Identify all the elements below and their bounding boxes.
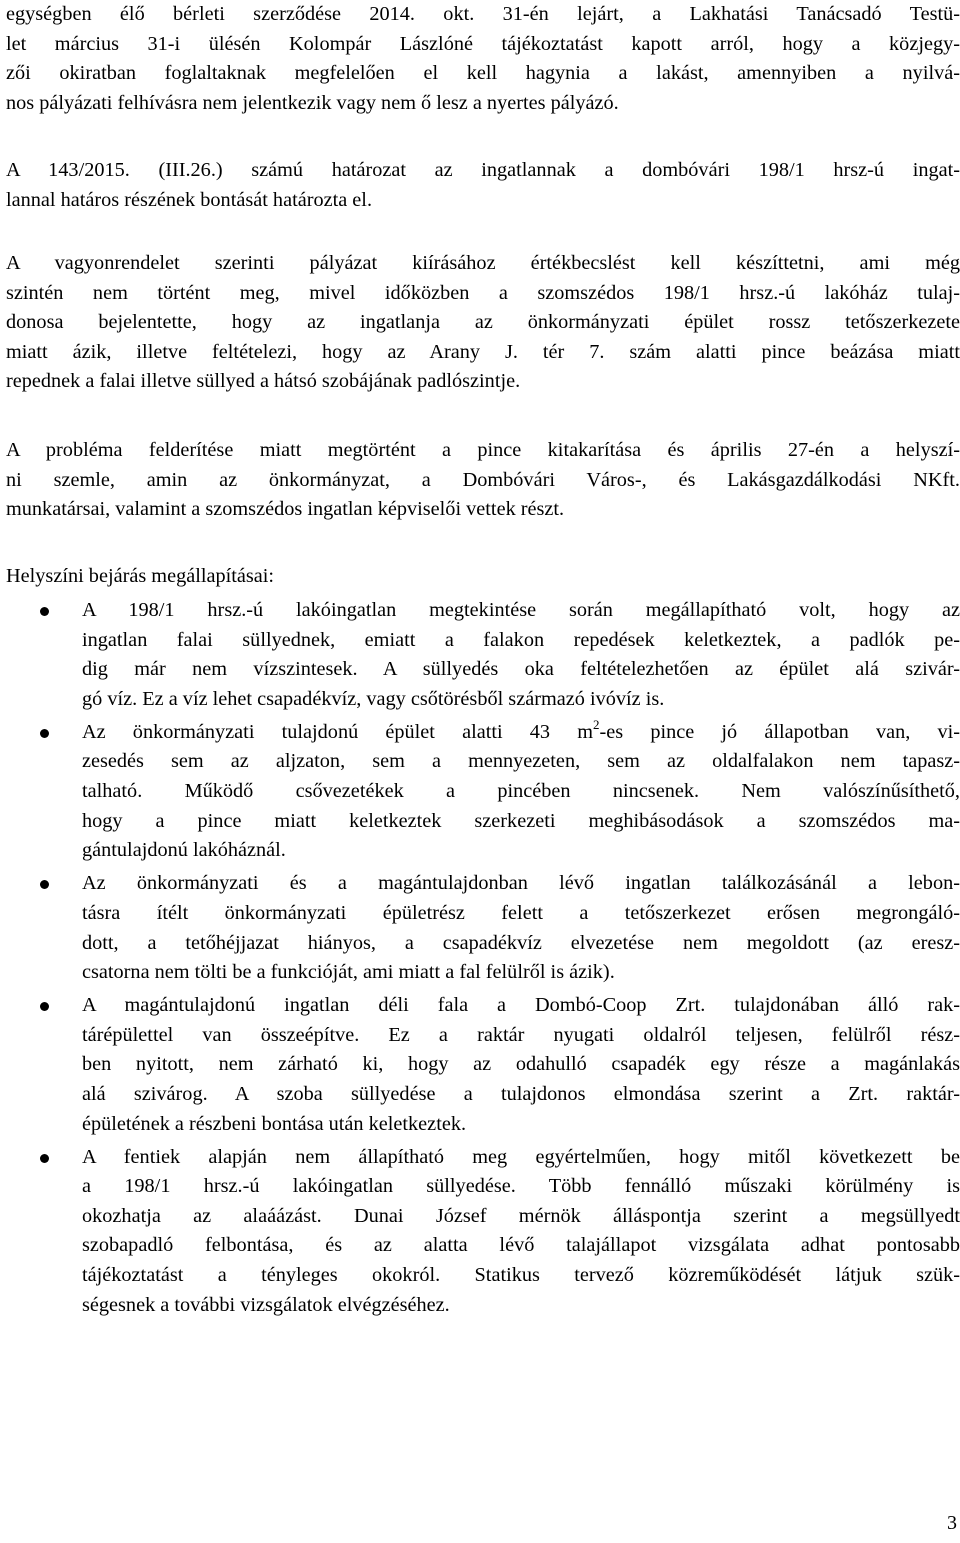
list-item <box>6 596 960 714</box>
text-line: ingatlan falai süllyednek, emiatt a falakon repedések keletkeztek, a padlók pe- <box>82 628 960 651</box>
text-line: gántulajdonú lakóháznál. <box>82 839 286 862</box>
text-line: tásra ítélt önkormányzati épületrész felett a tetőszerkezet erősen megrongáló- <box>82 901 960 924</box>
text-line: ni szemle, amin az önkormányzat, a Dombóvári Város-, és Lakásgazdálkodási NKft. <box>6 468 960 491</box>
text-line <box>82 718 960 748</box>
text-line: szintén nem történt meg, mivel időközben a szomszédos 198/1 hrsz.-ú lakóház tulaj- <box>6 281 960 304</box>
superscript: 2 <box>593 716 600 732</box>
bullet-icon <box>40 1002 49 1011</box>
bullet-icon <box>40 607 49 616</box>
findings-list <box>6 596 960 1320</box>
text-line: Az önkormányzati és a magántulajdonban lévő ingatlan találkozásánál a lebon- <box>82 872 960 895</box>
text-line: miatt ázik, illetve feltételezi, hogy az Arany J. tér 7. szám alatti pince beázása miatt <box>6 340 960 363</box>
text-line: ben nyitott, nem zárható ki, hogy az odahulló csapadék egy része a magánlakás <box>82 1053 960 1076</box>
text-line: a 198/1 hrsz.-ú lakóingatlan süllyedése. Több fennálló műszaki körülmény is <box>82 1175 960 1198</box>
inspection-paragraph <box>6 436 960 525</box>
text-line: gó víz. Ez a víz lehet csapadékvíz, vagy csőtörésből származó ivóvíz is. <box>82 687 665 710</box>
text-line: A probléma felderítése miatt megtörtént a pince kitakarítása és április 27-én a helyszí- <box>6 439 960 461</box>
list-item <box>6 991 960 1139</box>
text-line: talható. Működő csővezetékek a pincében nincsenek. Nem valószínűsíthető, <box>82 780 960 803</box>
text-line: let március 31-i ülésén Kolompár Lászlóné tájékoztatást kapott arról, hogy a közjegy- <box>6 32 960 55</box>
text-line: okozhatja az alaáázást. Dunai József mérnök álláspontja szerint a megsüllyedt <box>82 1204 960 1227</box>
findings-heading <box>6 562 960 592</box>
text-line: egységben élő bérleti szerződése 2014. okt. 31-én lejárt, a Lakhatási Tanácsadó Testü- <box>6 3 960 25</box>
text-line: alá szivárog. A szoba süllyedése a tulajdonos elmondása szerint a Zrt. raktár- <box>82 1083 960 1105</box>
bullet-icon <box>40 1154 49 1163</box>
text-line: épületének a részbeni bontása után keletkeztek. <box>82 1112 467 1135</box>
area-text-rest: -es pince jó állapotban van, vi- <box>599 720 960 743</box>
bullet-icon <box>40 729 49 738</box>
intro-paragraph <box>6 0 960 118</box>
appraisal-paragraph <box>6 249 960 397</box>
text-line: repednek a falai illetve süllyed a hátsó szobájának padlószintje. <box>6 370 521 393</box>
text-line: zői okiratban foglaltaknak megfelelően el kell hagynia a lakást, amennyiben a nyilvá- <box>6 62 960 85</box>
decision-paragraph <box>6 156 960 215</box>
text-line: A vagyonrendelet szerinti pályázat kiírásához értékbecslést kell készíttetni, ami még <box>6 252 960 274</box>
text-line: tárépülettel van összeépítve. Ez a raktár nyugati oldalról teljesen, felülről rész- <box>82 1023 960 1046</box>
page-number: 3 <box>947 1512 957 1534</box>
text-line: csatorna nem tölti be a funkcióját, ami miatt a fal felülről is ázik). <box>82 961 615 984</box>
text-line: nos pályázati felhívásra nem jelentkezik vagy nem ő lesz a nyertes pályázó. <box>6 91 619 114</box>
list-item <box>6 718 960 866</box>
bullet-icon <box>40 880 49 889</box>
list-item <box>6 1143 960 1321</box>
text-line: szobapadló felbontása, és az alatta lévő talajállapot vizsgálata adhat pontosabb <box>82 1234 960 1257</box>
text-line: ségesnek a további vizsgálatok elvégzéséhez. <box>82 1293 450 1316</box>
text-line: A 143/2015. (III.26.) számú határozat az ingatlannak a dombóvári 198/1 hrsz-ú ingat- <box>6 159 960 181</box>
text-line: tájékoztatást a tényleges okokról. Statikus tervező közreműködését látjuk szük- <box>82 1264 960 1287</box>
area-text: Az önkormányzati tulajdonú épület alatti 43 m <box>82 720 594 743</box>
text-line: dig már nem vízszintesek. A süllyedés oka feltételezhetően az épület alá szivár- <box>82 658 960 681</box>
text-line: munkatársai, valamint a szomszédos ingatlan képviselői vettek részt. <box>6 498 565 521</box>
text-line: donosa bejelentette, hogy az ingatlanja az önkormányzati épület rossz tetőszerkezete <box>6 311 960 334</box>
heading-text: Helyszíni bejárás megállapításai: <box>6 565 275 587</box>
list-item <box>6 869 960 987</box>
text-line: hogy a pince miatt keletkeztek szerkezeti meghibásodások a szomszédos ma- <box>82 809 960 832</box>
text-line: zesedés sem az aljzaton, sem a mennyezeten, sem az oldalfalakon nem tapasz- <box>82 750 960 773</box>
text-line: A fentiek alapján nem állapítható meg egyértelműen, hogy mitől következett be <box>82 1145 960 1168</box>
text-line: A 198/1 hrsz.-ú lakóingatlan megtekintése során megállapítható volt, hogy az <box>82 599 960 621</box>
text-line: lannal határos részének bontását határozta el. <box>6 188 373 211</box>
text-line: A magántulajdonú ingatlan déli fala a Dombó-Coop Zrt. tulajdonában álló rak- <box>82 994 960 1017</box>
text-line: dott, a tetőhéjjazat hiányos, a csapadékvíz elvezetése nem megoldott (az eresz- <box>82 931 960 954</box>
